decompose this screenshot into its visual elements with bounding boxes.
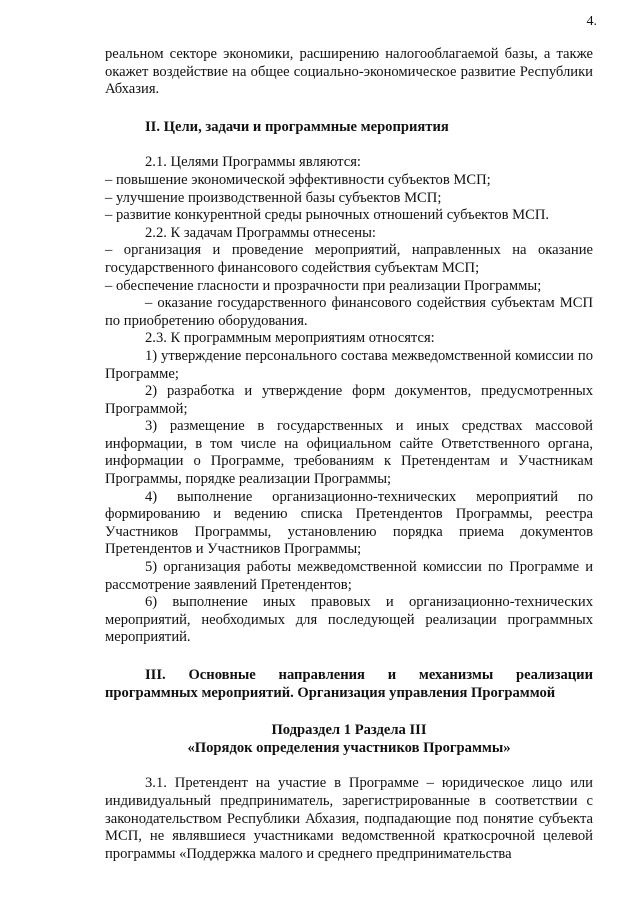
document-page: [105, 46, 593, 863]
list-item: – повышение экономической эффективности субъектов МСП;: [105, 171, 491, 188]
list-item: – улучшение производственной базы субъектов МСП;: [105, 189, 442, 206]
intro-paragraph: реальном секторе экономики, расширению налогооблагаемой базы, а также окажет воздействие на общее социально-экономическое развитие Республики Абхазия.: [105, 46, 593, 98]
list-item: 2) разработка и утверждение форм документов, предусмотренных Программой;: [105, 383, 593, 417]
list-item: 4) выполнение организационно-технических мероприятий по формированию и ведению списка Претендентов Программы, реестра Участников Программы, установлению порядка приема документов Претендентов и Участников Программы;: [105, 488, 593, 558]
list-item: 2.1. Целями Программы являются:: [145, 154, 361, 171]
list-item: 5) организация работы межведомственной комиссии по Программе и рассмотрение заявлений Претендентов;: [105, 559, 593, 593]
subsection-title-line-1: Подраздел 1 Раздела III: [271, 722, 427, 739]
page-number: 4.: [586, 14, 597, 29]
subsection-title-line-2: «Порядок определения участников Программы»: [187, 739, 511, 756]
list-item: 6) выполнение иных правовых и организационно-технических мероприятий, необходимых для последующей реализации программных мероприятий.: [105, 594, 593, 646]
list-item: – организация и проведение мероприятий, направленных на оказание государственного финансового содействия субъектам МСП;: [105, 242, 593, 276]
section-3-title: III. Основные направления и механизмы реализации программных мероприятий. Организация управления Программой: [105, 667, 593, 701]
list-item: – развитие конкурентной среды рыночных отношений субъектов МСП.: [105, 207, 550, 224]
list-item: – обеспечение гласности и прозрачности при реализации Программы;: [105, 277, 542, 294]
list-item: 2.2. К задачам Программы отнесены:: [145, 224, 376, 241]
section-3-paragraph: 3.1. Претендент на участие в Программе – юридическое лицо или индивидуальный предприниматель, зарегистрированные в соответствии с законодательством Республики Абхазия, подпадающие под понятие субъекта МСП, не являвшиеся участниками ведомственной краткосрочной целевой программы «Поддержка малого и среднего предпринимательства: [105, 775, 593, 862]
list-item: 2.3. К программным мероприятиям относятся:: [145, 330, 435, 347]
list-item: – оказание государственного финансового содействия субъектам МСП по приобретению оборудования.: [105, 295, 593, 329]
section-2-title: II. Цели, задачи и программные мероприятия: [145, 118, 449, 135]
list-item: 1) утверждение персонального состава межведомственной комиссии по Программе;: [105, 347, 593, 382]
list-item: 3) размещение в государственных и иных средствах массовой информации, в том числе на официальном сайте Ответственного органа, информации о Программе, требованиям к Претендентам и Участникам Программы, порядке реализации Программы;: [105, 418, 593, 488]
